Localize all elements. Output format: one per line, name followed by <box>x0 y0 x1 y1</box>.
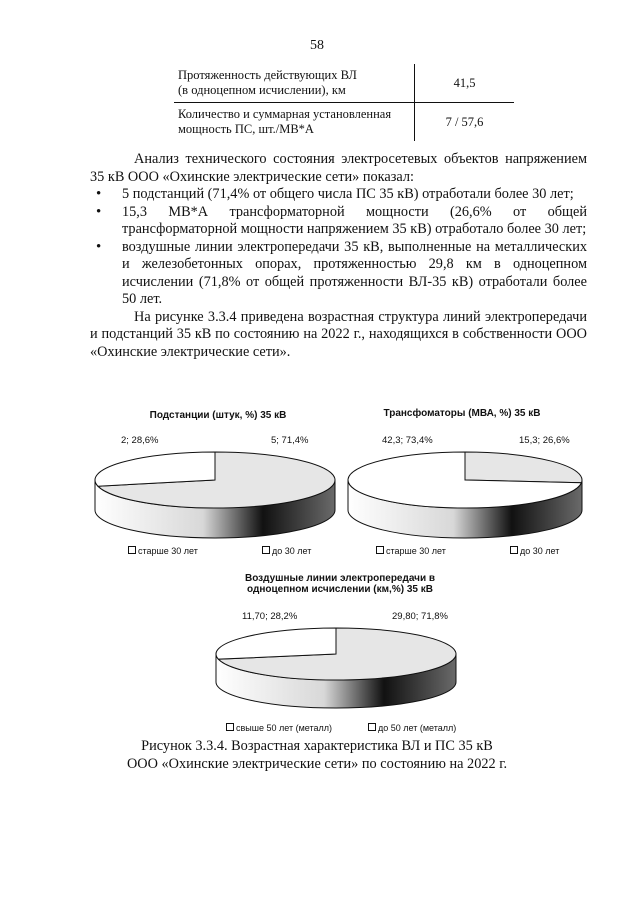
slice-data-label: 42,3; 73,4% <box>382 435 433 446</box>
pie-svg <box>210 624 462 720</box>
legend-item <box>262 546 311 556</box>
intro-paragraph: Анализ технического состояния электросетевых объектов напряжением 35 кВ ООО «Охинские электрические сети» показал: <box>90 151 587 185</box>
stats-table <box>174 64 514 141</box>
list-item: • воздушные линии электропередачи 35 кВ, выполненные на металлических и железобетонных опорах, протяженностью 29,8 км в одноцепном исчислении (71,8% от общей протяженности ВЛ-35 кВ) отработали более 50 лет. <box>90 239 587 309</box>
caption-line: ООО «Охинские электрические сети» по состоянию на 2022 г. <box>126 756 508 772</box>
title-line: одноцепном исчислении (км,%) 35 кВ <box>247 584 433 595</box>
legend-swatch <box>262 546 270 554</box>
page-number: 58 <box>310 38 324 53</box>
caption-line: Рисунок 3.3.4. Возрастная характеристика ВЛ и ПС 35 кВ <box>141 738 493 754</box>
legend-swatch <box>376 546 384 554</box>
slice-data-label: 5; 71,4% <box>271 435 309 446</box>
legend-swatch <box>226 723 234 731</box>
legend-label: до 30 лет <box>520 546 560 556</box>
legend-label: старше 30 лет <box>386 546 446 556</box>
slice-data-label: 29,80; 71,8% <box>392 611 448 622</box>
table-cell-label <box>174 64 415 103</box>
list-item: • 15,3 МВ*А трансформаторной мощности (26,6% от общей трансформаторной мощности напряжением 35 кВ) отработало более 30 лет; <box>90 204 587 239</box>
table-cell-label <box>174 103 415 142</box>
legend-item <box>128 546 198 556</box>
figure-caption <box>0 737 634 773</box>
outro-paragraph: На рисунке 3.3.4 приведена возрастная структура линий электропередачи и подстанций 35 кВ по состоянию на 2022 г., находящихся в собственности ООО «Охинские электрические сети». <box>90 308 587 360</box>
legend-item <box>376 546 446 556</box>
label-line: Количество и суммарная установленная <box>178 107 392 121</box>
chart-title: Подстанции (штук, %) 35 кВ <box>149 410 287 421</box>
pie-chart-lines <box>210 624 462 725</box>
legend-label: свыше 50 лет (металл) <box>236 723 332 733</box>
table-cell-value: 7 / 57,6 <box>445 114 484 129</box>
bullet-list <box>90 186 587 309</box>
label-line: Протяженность действующих ВЛ <box>178 68 357 82</box>
label-line: (в одноцепном исчислении), км <box>178 83 346 97</box>
slice-data-label: 15,3; 26,6% <box>519 435 570 446</box>
slice-data-label: 11,70; 28,2% <box>242 611 298 622</box>
list-item: • 5 подстанций (71,4% от общего числа ПС 35 кВ) отработали более 30 лет; <box>90 186 587 204</box>
chart-title <box>200 573 480 595</box>
legend-item <box>226 723 332 733</box>
pie-svg <box>343 448 588 548</box>
pie-chart-substations <box>90 448 340 553</box>
pie-slice <box>216 628 336 659</box>
pie-chart-transformers <box>343 448 588 553</box>
legend-label: до 50 лет (металл) <box>378 723 457 733</box>
legend-swatch <box>368 723 376 731</box>
slice-data-label: 2; 28,6% <box>121 435 159 446</box>
table-row <box>174 103 514 142</box>
body-text <box>90 151 587 361</box>
chart-title: Трансфоматоры (МВА, %) 35 кВ <box>383 408 541 419</box>
table-row <box>174 64 514 103</box>
label-line: мощность ПС, шт./МВ*А <box>178 122 314 136</box>
legend-label: до 30 лет <box>272 546 312 556</box>
title-line: Воздушные линии электропередачи в <box>244 573 436 584</box>
legend-swatch <box>128 546 136 554</box>
legend-label: старше 30 лет <box>138 546 198 556</box>
pie-svg <box>90 448 340 548</box>
legend-item <box>510 546 559 556</box>
pie-slice <box>465 452 582 483</box>
pie-slice <box>95 452 215 486</box>
table-cell-value: 41,5 <box>415 64 515 103</box>
legend-swatch <box>510 546 518 554</box>
legend-item <box>368 723 456 733</box>
